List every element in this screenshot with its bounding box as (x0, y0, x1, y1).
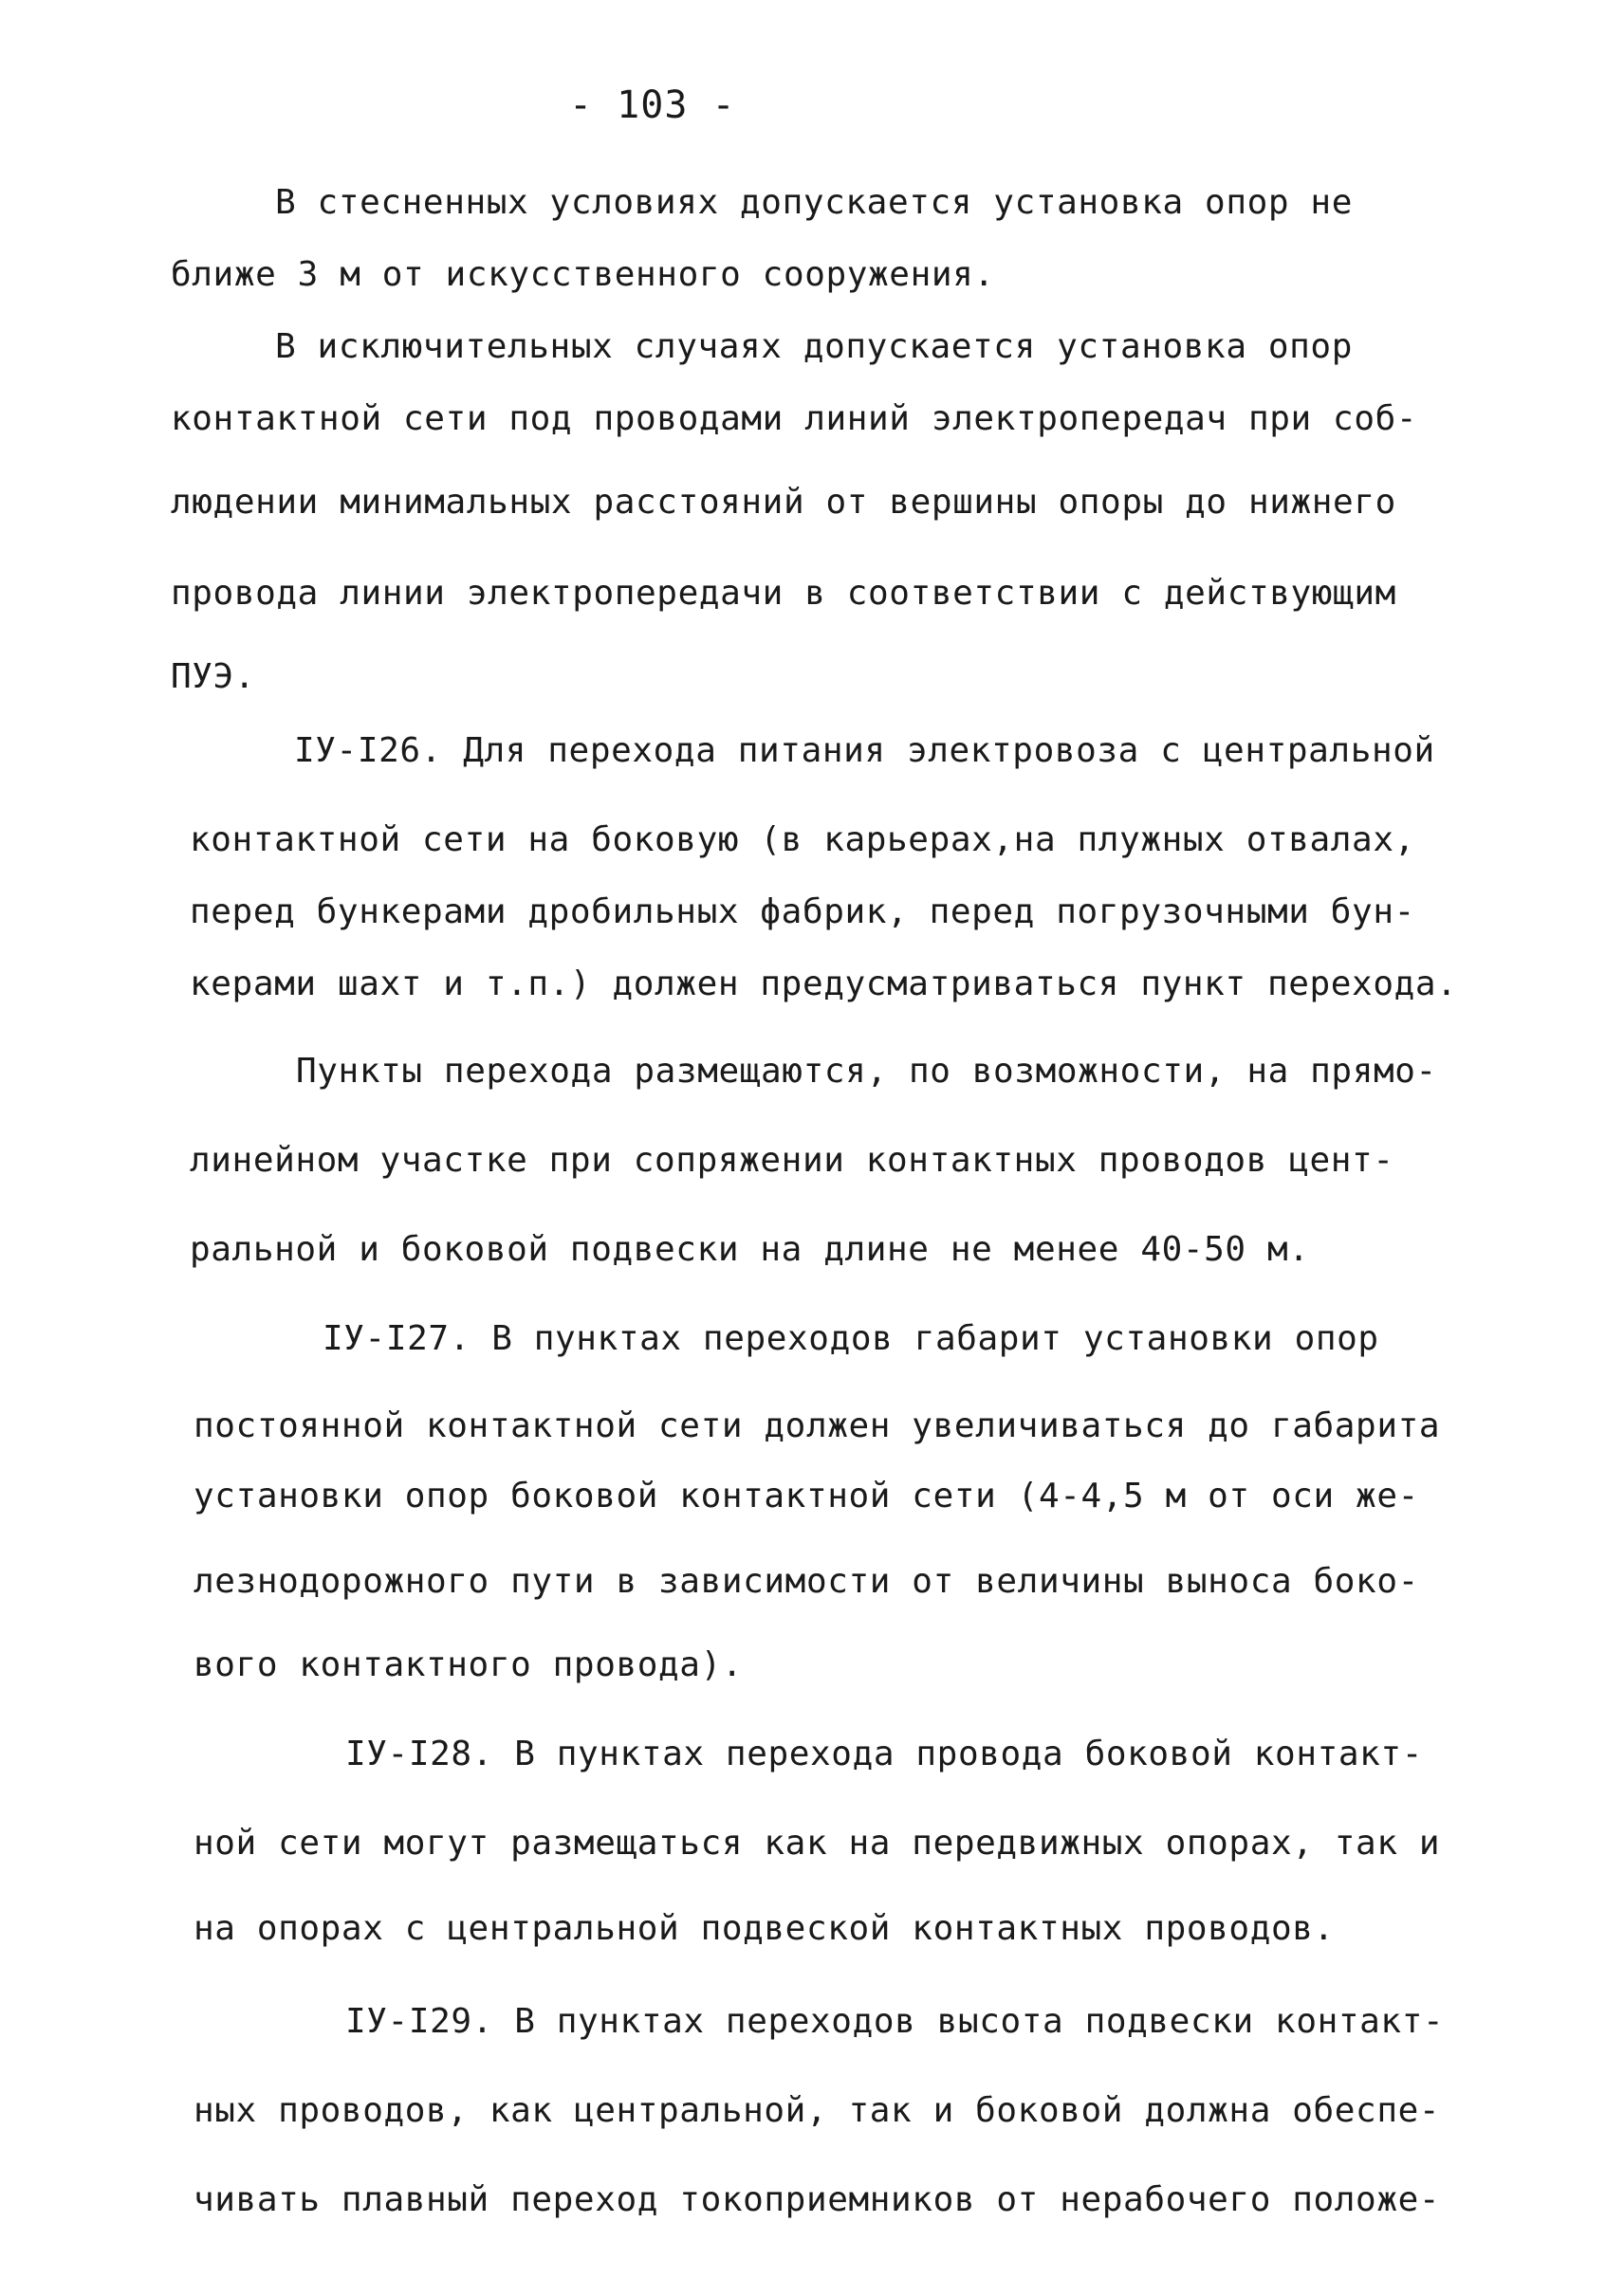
text-line: керами шахт и т.п.) должен предусматриваться пункт перехода. (190, 964, 1458, 1003)
text-line: ных проводов, как центральной, так и боковой должна обеспе- (194, 2091, 1441, 2130)
section-heading-iy-127: IУ-I27. В пунктах переходов габарит установки опор (323, 1319, 1379, 1358)
text-line: установки опор боковой контактной сети (4-4,5 м от оси же- (194, 1477, 1419, 1515)
text-line: перед бункерами дробильных фабрик, перед погрузочными бун- (190, 892, 1415, 931)
text-line: линейном участке при сопряжении контактных проводов цент- (190, 1141, 1394, 1180)
section-heading-iy-126: IУ-I26. Для перехода питания электровоза с центральной (294, 731, 1435, 770)
text-line: людении минимальных расстояний от вершины опоры до нижнего (171, 483, 1396, 522)
text-line: ПУЭ. (171, 657, 256, 696)
text-line: ной сети могут размещаться как на передвижных опорах, так и (194, 1824, 1441, 1863)
text-line: чивать плавный переход токоприемников от нерабочего положе- (194, 2180, 1441, 2219)
page-number: - 103 - (569, 83, 736, 127)
text-line: на опорах с центральной подвеской контактных проводов. (194, 1909, 1335, 1948)
text-line: ближе 3 м от искусственного сооружения. (171, 255, 995, 294)
section-heading-iy-129: IУ-I29. В пунктах переходов высота подвески контакт- (345, 2002, 1445, 2041)
text-line: лезнодорожного пути в зависимости от величины выноса боко- (194, 1562, 1419, 1601)
text-line: контактной сети на боковую (в карьерах,на плужных отвалах, (190, 820, 1415, 859)
text-line: провода линии электропередачи в соответствии с действующим (171, 574, 1396, 613)
text-line: В исключительных случаях допускается установка опор (275, 327, 1353, 366)
text-line: постоянной контактной сети должен увеличиваться до габарита (194, 1406, 1441, 1445)
text-line: ральной и боковой подвески на длине не менее 40-50 м. (190, 1230, 1310, 1269)
section-heading-iy-128: IУ-I28. В пунктах перехода провода боковой контакт- (345, 1735, 1423, 1773)
text-line: Пункты перехода размещаются, по возможности, на прямо- (296, 1052, 1437, 1091)
text-line: В стесненных условиях допускается установка опор не (275, 183, 1353, 222)
text-line: вого контактного провода). (194, 1645, 744, 1684)
text-line: контактной сети под проводами линий электропередач при соб- (171, 399, 1418, 438)
